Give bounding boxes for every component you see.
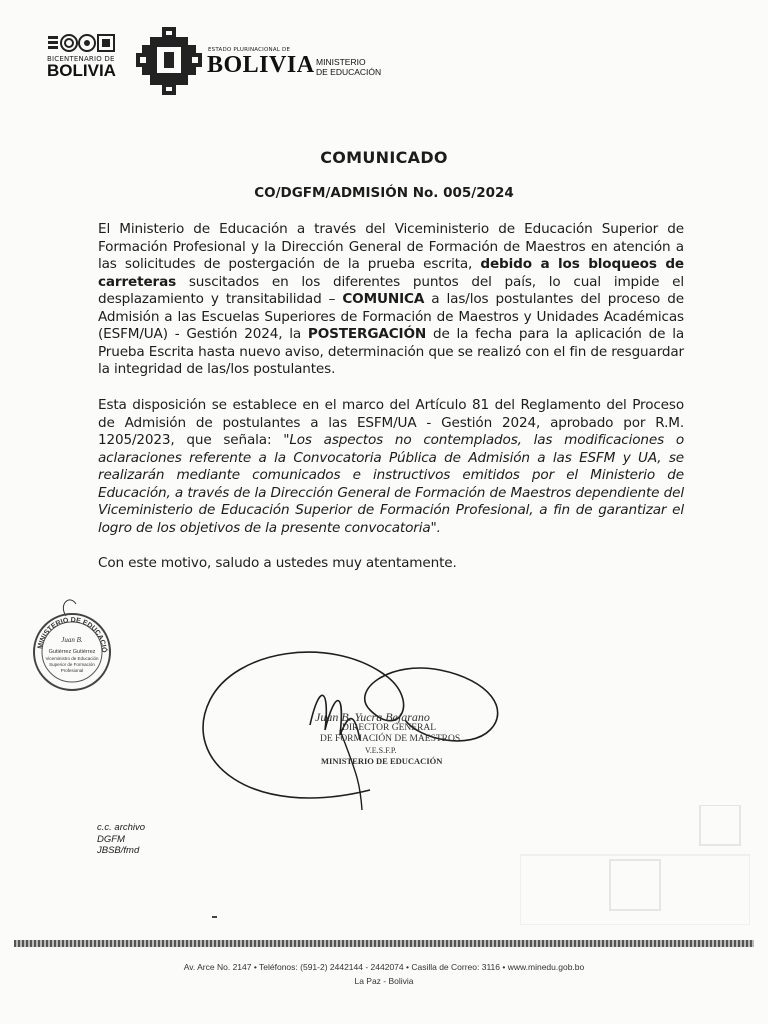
paragraph-1 xyxy=(98,221,684,379)
estado-big-text: BOLIVIA xyxy=(207,52,315,78)
bicentenario-big-text: BOLIVIA xyxy=(47,61,116,80)
footer-address: Av. Arce No. 2147 • Teléfonos: (591-2) 2442144 - 2442074 • Casilla de Correo: 3116 • www.minedu.gob.bo xyxy=(183,962,585,972)
p1-text-e: a las/los postulantes del proceso de Admisión a las Escuelas Superiores de Formación de Maestros y Unidades Académicas (ESFM/UA) - Gestión 2024, la xyxy=(98,291,684,342)
paragraph-2 xyxy=(98,397,684,537)
footer-divider xyxy=(14,940,754,947)
estado-small-text: ESTADO PLURINACIONAL DE xyxy=(208,47,291,53)
signer-title-line1: DIRECTOR GENERAL xyxy=(342,723,437,733)
watermark-pattern xyxy=(520,805,750,925)
cc-block xyxy=(97,822,145,857)
signer-title-line4: MINISTERIO DE EDUCACIÓN xyxy=(321,756,443,766)
p1-text-g: de la fecha para la aplicación de la Prueba Escrita hasta nuevo aviso, determinación que se realizó con el fin de resguardar la integridad de las/los postulantes. xyxy=(98,326,684,377)
ministerio-line1: MINISTERIO xyxy=(316,57,366,67)
document-reference: CO/DGFM/ADMISIÓN No. 005/2024 xyxy=(254,185,514,201)
signer-name: Juan B. Yucra Bejarano xyxy=(315,710,430,724)
p1-text-a: El Ministerio de Educación a través del Viceministerio de Educación Superior de Formación Profesional y la Dirección General de Formación de Maestros en atención a las solicitudes de postergación de la prueba escrita, xyxy=(98,221,684,272)
bicentenario-logo xyxy=(47,33,127,79)
stamp-line3: Viceministro de Educación xyxy=(45,656,99,661)
signer-title-line3: V.E.S.F.P. xyxy=(365,746,397,755)
stamp-line4: Superior de Formación xyxy=(49,662,95,667)
official-stamp xyxy=(28,596,118,700)
bicentenario-small-text: BICENTENARIO DE xyxy=(47,55,115,63)
document-title: COMUNICADO xyxy=(320,148,448,167)
scan-mark xyxy=(212,916,217,918)
p1-bold-bloqueos: debido a los bloqueos de carreteras xyxy=(98,256,684,290)
p1-text-c: suscitados en los diferentes puntos del país, lo cual impide el desplazamiento y transitabilidad – xyxy=(98,273,684,307)
p2-text-a: Esta disposición se establece en el marco del Artículo 81 del Reglamento del Proceso de Admisión de postulantes a las ESFM/UA - Gestión 2024, aprobado por R.M. 1205/2023, que señala: xyxy=(98,397,684,448)
signature-block xyxy=(300,712,460,767)
cc-line2: DGFM xyxy=(97,833,125,845)
stamp-line5: Profesional xyxy=(60,668,84,673)
cc-line3: JBSB/fmd xyxy=(97,845,140,856)
stamp-line1: Juan B. xyxy=(61,636,83,644)
stamp-ring-text: MINISTERIO DE EDUCACIÓ xyxy=(37,616,108,653)
p1-bold-comunica: COMUNICA xyxy=(342,291,425,307)
signer-title-line2: DE FORMACIÓN DE MAESTROS xyxy=(320,734,461,744)
p1-bold-postergacion: POSTERGACIÓN xyxy=(307,326,427,342)
p2-quote: "Los aspectos no contemplados, las modificaciones o aclaraciones referente a la Convocatoria Pública de Admisión a las ESFM y UA, se realizarán mediante comunicados e instructivos emitidos por el Ministerio de Educación, a través de la Dirección General de Formación de Maestros dependiente del Viceministerio de Educación Superior de Formación Profesional, a fin de garantizar el logro de los objetivos de la presente convocatoria". xyxy=(98,432,684,536)
ministerio-label xyxy=(316,57,381,77)
closing-paragraph: Con este motivo, saludo a ustedes muy atentamente. xyxy=(98,555,457,571)
cc-line1: c.c. archivo xyxy=(97,822,146,833)
stamp-line2: Gutiérrez Gutiérrez xyxy=(48,649,96,655)
footer-city: La Paz - Bolivia xyxy=(354,976,414,986)
bicentenario-emblem-icon xyxy=(47,33,127,53)
ministerio-line2: DE EDUCACIÓN xyxy=(316,67,382,77)
estado-plurinacional-emblem-icon xyxy=(136,27,202,99)
